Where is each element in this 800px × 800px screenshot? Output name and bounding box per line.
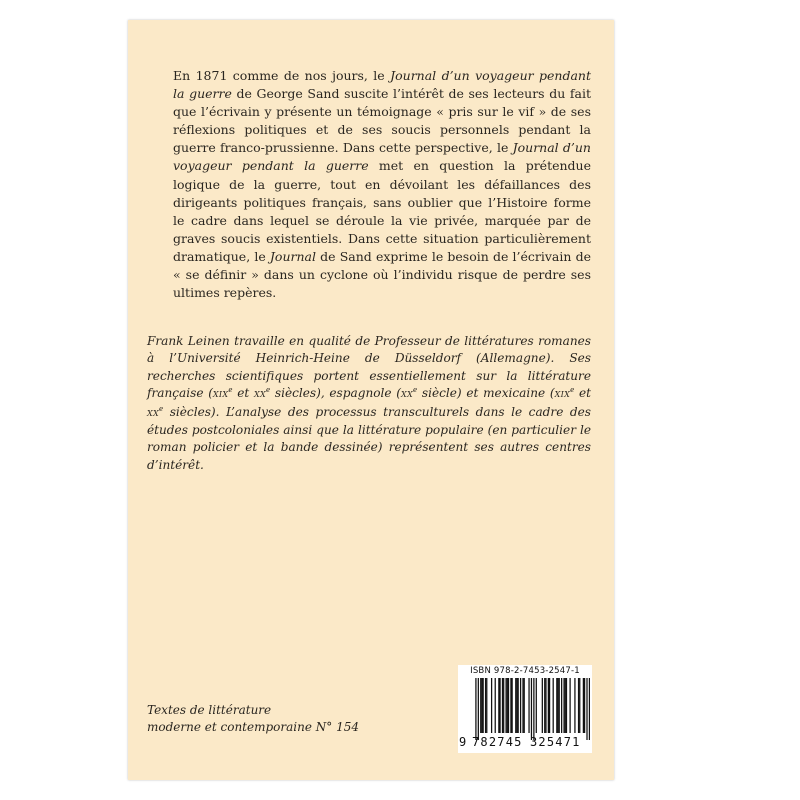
century-numeral: XIX [554, 390, 571, 400]
bio-text: siècles), espagnole ( [270, 386, 401, 401]
barcode-bar [503, 678, 504, 733]
blurb-text: En 1871 comme de nos jours, le [173, 68, 391, 83]
isbn-label: ISBN 978-2-7453-2547-1 [470, 666, 580, 676]
barcode-bar [579, 678, 580, 733]
barcode-bar [481, 678, 482, 733]
isbn-barcode [458, 665, 592, 753]
century-numeral: XX [147, 408, 159, 418]
book-title-italic: Journal d’un voyageur pendant la guerre [173, 140, 591, 174]
century-numeral: XX [401, 390, 413, 400]
barcode-bar [586, 678, 587, 740]
barcode-bar [475, 678, 476, 740]
barcode-bar [478, 678, 479, 740]
barcode-bar [508, 678, 509, 733]
barcode-bar [495, 678, 496, 733]
barcode-bar [544, 678, 545, 733]
book-back-cover [128, 20, 614, 780]
superscript: e [266, 386, 271, 395]
barcode-bar [559, 678, 560, 733]
barcode-bar [536, 678, 537, 733]
barcode-bar [502, 678, 503, 733]
barcode-bar [480, 678, 481, 733]
blurb-paragraph [173, 67, 591, 302]
barcode-first-digit: 9 [459, 735, 467, 749]
barcode-bar [491, 678, 492, 733]
series-line-2: moderne et contemporaine N° 154 [147, 720, 359, 734]
barcode-bar [516, 678, 517, 733]
barcode-bar [483, 678, 484, 733]
barcode-bar [545, 678, 546, 733]
bio-text: siècles). L’analyse des processus transculturels dans le cadre des études postcoloniales ainsi que la littérature populaire (en particulier le roman policier et la bande dessinée) représentent ses autres centres d’intérêt. [147, 404, 591, 472]
bio-text: et [574, 386, 591, 401]
barcode-bar [556, 678, 557, 733]
barcode-right-digits: 325471 [530, 735, 581, 749]
superscript: e [228, 386, 233, 395]
barcode-bar [524, 678, 525, 733]
barcode-bar [520, 678, 521, 733]
barcode-bar [565, 678, 566, 733]
barcode-bar [584, 678, 585, 733]
barcode-bar [505, 678, 506, 733]
century-numeral: XIX [212, 390, 229, 400]
barcode-bar [533, 678, 534, 740]
barcode-bar [485, 678, 486, 733]
book-title-italic: Journal d’un voyageur pendant la guerre [173, 68, 591, 102]
barcode-bar [578, 678, 579, 733]
barcode-left-digits: 782745 [472, 735, 523, 749]
bio-text: et [232, 386, 254, 401]
series-line-1: Textes de littérature [147, 703, 272, 717]
barcode-bar [563, 678, 564, 733]
series-info [147, 702, 387, 736]
barcode-bar [531, 678, 532, 740]
barcode-bar [548, 678, 549, 733]
barcode-bar [583, 678, 584, 733]
barcode-bar [542, 678, 543, 733]
barcode-bar [574, 678, 575, 733]
barcode-bar [498, 678, 499, 733]
bio-text: siècle) et mexicaine ( [417, 386, 555, 401]
barcode-bar [486, 678, 487, 733]
author-bio [147, 333, 591, 474]
century-numeral: XX [254, 390, 266, 400]
barcode-bar [522, 678, 523, 733]
barcode-bar [561, 678, 562, 733]
superscript: e [413, 386, 418, 395]
barcode-bar [510, 678, 511, 733]
bio-text: Frank Leinen travaille en qualité de Professeur de littératures romanes à l’Université Heinrich-Heine de Düsseldorf (Allemagne). Ses recherches scientifiques portent essentiellement sur la littérature française ( [147, 334, 591, 401]
barcode-bar [569, 678, 570, 733]
barcode-bar [528, 678, 529, 733]
barcode-bars [462, 678, 590, 740]
blurb-text: met en question la prétendue logique de la guerre, tout en dévoilant les défaillances des dirigeants politiques français, sans oublier que l’Histoire forme le cadre dans lequel se déroule la vie privée, marquée par de graves soucis existentiels. Dans cette situation particulièrement dramatique, le [173, 158, 591, 264]
blurb-text: de Sand exprime le besoin de l’écrivain de « se définir » dans un cyclone où l’individu risque de perdre ses ultimes repères. [173, 248, 591, 301]
barcode-bar [499, 678, 500, 733]
superscript: e [570, 386, 575, 395]
barcode-bar [553, 678, 554, 733]
barcode-bar [515, 678, 516, 733]
blurb-text: de George Sand suscite l’intérêt de ses lecteurs du fait que l’écrivain y présente un témoignage « pris sur le vif » de ses réflexions politiques et de ses soucis personnels pendant la guerre franco-prussienne. Dans cette perspective, le [173, 86, 591, 156]
barcode-bar [589, 678, 590, 740]
barcode-bar [557, 678, 558, 733]
barcode-bar [507, 678, 508, 733]
book-title-italic: Journal [269, 248, 316, 264]
barcode-bar [549, 678, 550, 733]
barcode-bar [518, 678, 519, 733]
superscript: e [159, 404, 164, 413]
barcode-bar [512, 678, 513, 733]
barcode-bar [566, 678, 567, 733]
